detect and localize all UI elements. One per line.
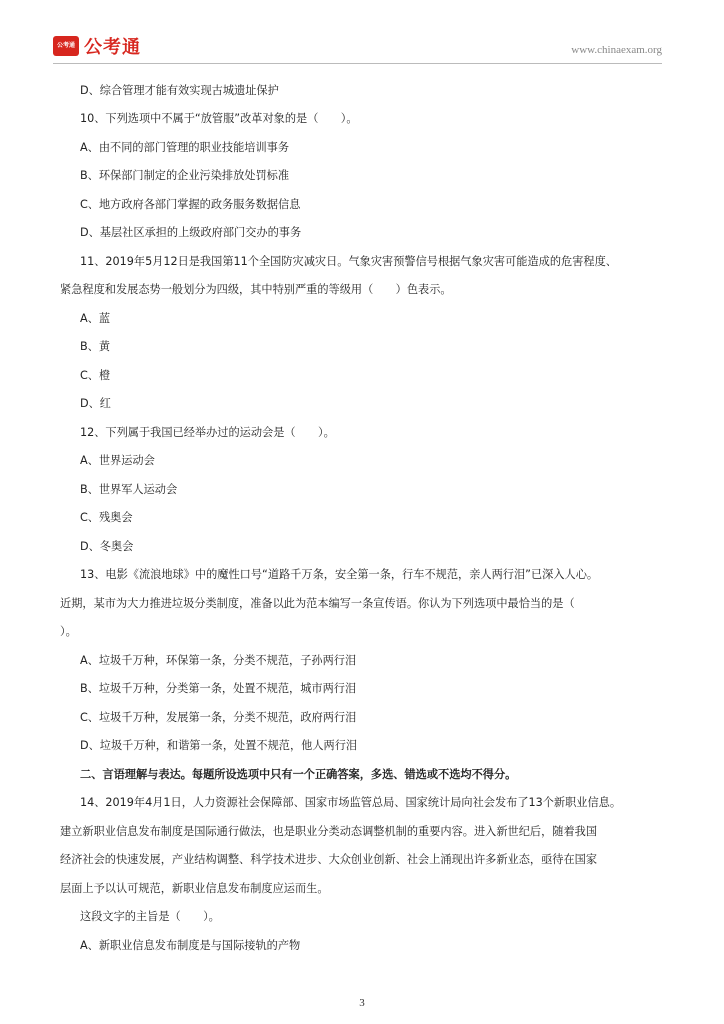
option-line: D、基层社区承担的上级政府部门交办的事务 — [80, 226, 302, 239]
question-10: 10、下列选项中不属于“放管服”改革对象的是（ ）。 — [80, 112, 358, 125]
question-14-cont: 层面上予以认可规范，新职业信息发布制度应运而生。 — [60, 882, 329, 895]
question-12: 12、下列属于我国已经举办过的运动会是（ ）。 — [80, 426, 335, 439]
question-13-cont: ）。 — [60, 625, 77, 638]
option-line: A、由不同的部门管理的职业技能培训事务 — [80, 141, 290, 154]
option-line: B、黄 — [80, 340, 111, 353]
logo-text: 公考通 — [84, 37, 141, 58]
option-line: C、残奥会 — [80, 511, 133, 524]
question-14-cont: 经济社会的快速发展，产业结构调整、科学技术进步、大众创业创新、社会上涌现出许多新业态，亟待在国家 — [60, 853, 598, 866]
question-11-cont: 紧急程度和发展态势一般划分为四级，其中特别严重的等级用（ ）色表示。 — [60, 283, 452, 296]
option-line: C、地方政府各部门掌握的政务服务数据信息 — [80, 198, 301, 211]
option-line: B、垃圾千万种，分类第一条，处置不规范，城市两行泪 — [80, 682, 357, 695]
question-14: 14、2019年4月1日，人力资源社会保障部、国家市场监管总局、国家统计局向社会发布了13个新职业信息。 — [80, 796, 622, 809]
site-url[interactable]: www.chinaexam.org — [571, 44, 662, 56]
page-header — [0, 0, 724, 66]
header-divider — [53, 63, 662, 64]
question-13-cont: 近期，某市为大力推进垃圾分类制度，准备以此为范本编写一条宣传语。你认为下列选项中最恰当的是（ — [60, 597, 575, 610]
question-14-prompt: 这段文字的主旨是（ ）。 — [80, 910, 220, 923]
question-11: 11、2019年5月12日是我国第11个全国防灾减灾日。气象灾害预警信号根据气象灾害可能造成的危害程度、 — [80, 255, 617, 268]
text-line: D、综合管理才能有效实现古城遗址保护 — [80, 84, 279, 97]
option-line: D、冬奥会 — [80, 540, 134, 553]
logo-badge-icon: 公考通 — [53, 36, 79, 56]
section-heading: 二、言语理解与表达。每题所设选项中只有一个正确答案，多选、错选或不选均不得分。 — [80, 768, 517, 781]
option-line: D、垃圾千万种，和谐第一条，处置不规范，他人两行泪 — [80, 739, 358, 752]
option-line: C、垃圾千万种，发展第一条，分类不规范，政府两行泪 — [80, 711, 357, 724]
option-line: B、世界军人运动会 — [80, 483, 178, 496]
option-line: A、蓝 — [80, 312, 111, 325]
option-line: B、环保部门制定的企业污染排放处罚标准 — [80, 169, 290, 182]
option-line: C、橙 — [80, 369, 111, 382]
option-line: A、新职业信息发布制度是与国际接轨的产物 — [80, 939, 301, 952]
option-line: A、垃圾千万种，环保第一条，分类不规范，子孙两行泪 — [80, 654, 357, 667]
page-number: 3 — [359, 997, 365, 1009]
question-13: 13、电影《流浪地球》中的魔性口号“道路千万条，安全第一条，行车不规范，亲人两行泪”已深入人心。 — [80, 568, 599, 581]
brand-logo[interactable] — [53, 34, 141, 58]
option-line: D、红 — [80, 397, 111, 410]
question-14-cont: 建立新职业信息发布制度是国际通行做法，也是职业分类动态调整机制的重要内容。进入新世纪后，随着我国 — [60, 825, 598, 838]
option-line: A、世界运动会 — [80, 454, 155, 467]
